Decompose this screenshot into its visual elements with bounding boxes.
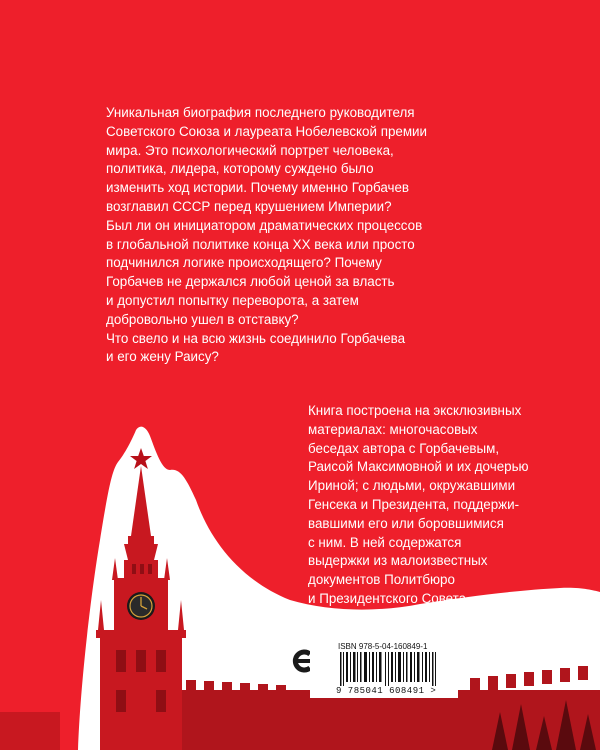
- barcode-number: 9 785041 608491 >: [336, 686, 437, 696]
- blurb-line: добровольно ушел в отставку?: [106, 311, 299, 327]
- blurb-line: Генсека и Президента, поддержи-: [308, 496, 520, 512]
- blurb-line: и его жену Раису?: [106, 349, 219, 365]
- blurb-line: материалах: многочасовых: [308, 421, 478, 437]
- blurb-line: подчинился логике происходящего? Почему: [106, 255, 382, 271]
- blurb-line: Раисой Максимовной и их дочерью: [308, 459, 529, 475]
- blurb-line: мира. Это психологический портрет человека,: [106, 142, 394, 158]
- barcode: [340, 652, 440, 686]
- blurb-line: Советского Союза и лауреата Нобелевской премии: [106, 123, 428, 139]
- left-building: [0, 712, 60, 750]
- blurb-line: изменить ход истории. Почему именно Горбачев: [106, 180, 410, 196]
- blurb-line: политика, лидера, которому суждено было: [106, 161, 374, 177]
- clock-icon: [127, 592, 155, 620]
- blurb-line: Был ли он инициатором драматических процессов: [106, 217, 423, 233]
- blurb-line: в глобальной политике конца XX века или просто: [106, 236, 415, 252]
- blurb-line: беседах автора с Горбачевым,: [308, 440, 500, 456]
- blurb-line: вавшими его или боровшимися: [308, 515, 504, 531]
- blurb-line: и допустил попытку переворота, а затем: [106, 292, 359, 308]
- blurb-line: выдержки из малоизвестных: [308, 553, 488, 569]
- blurb-line: и Президентского Совета.: [308, 590, 470, 606]
- blurb-line: Ириной; с людьми, окружавшими: [308, 478, 516, 494]
- blurb-bottom: [308, 402, 529, 609]
- blurb-line: Книга построена на эксклюзивных: [308, 403, 522, 418]
- blurb-line: Горбачев не держался любой ценой за власть: [106, 274, 395, 290]
- blurb-line: Что свело и на всю жизнь соединило Горбачева: [106, 330, 406, 346]
- isbn-barcode-box: [310, 640, 458, 698]
- blurb-line: документов Политбюро: [308, 572, 455, 588]
- blurb-line: возглавил СССР перед крушением Империи?: [106, 198, 392, 214]
- blurb-line: с ним. В ней содержатся: [308, 534, 462, 550]
- blurb-top: [106, 104, 427, 367]
- isbn-number: ISBN 978-5-04-160849-1: [338, 642, 428, 651]
- blurb-line: Уникальная биография последнего руководителя: [106, 105, 415, 120]
